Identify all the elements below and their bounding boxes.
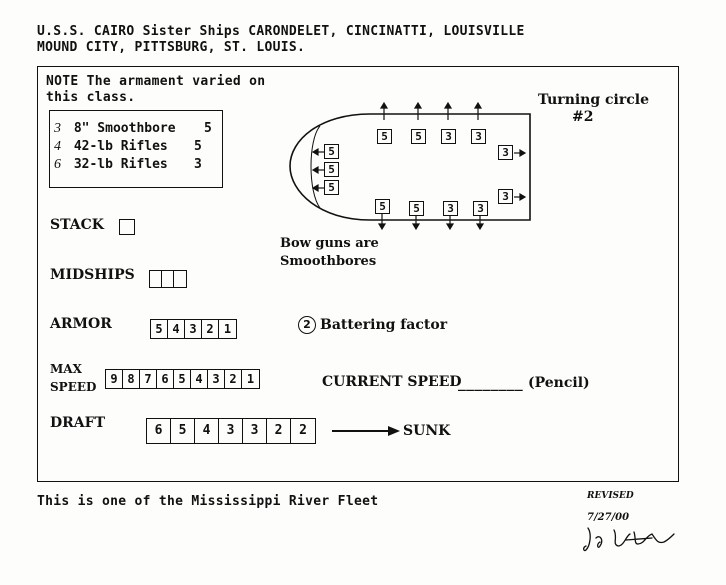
speed-cell: 8 <box>123 370 140 388</box>
armament-count: 6 <box>54 157 61 172</box>
draft-cell: 2 <box>299 423 307 438</box>
current-speed-label: CURRENT SPEED <box>322 374 462 390</box>
armament-value: 3 <box>194 157 202 172</box>
armament-row <box>54 139 202 155</box>
gun-arrow <box>520 150 525 156</box>
midships-cell <box>174 271 186 287</box>
battering-factor-value: 2 <box>298 316 316 334</box>
midships-cell <box>162 271 174 287</box>
speed-cell: 1 <box>246 372 255 386</box>
armor-cell: 4 <box>168 320 185 338</box>
gun-arrow <box>445 103 451 108</box>
gun-top: 3 <box>471 129 486 144</box>
armor-label: ARMOR <box>50 316 112 332</box>
armor-track <box>150 319 237 339</box>
draft-cell: 3 <box>243 419 267 443</box>
draft-cell: 6 <box>147 419 171 443</box>
draft-track <box>146 418 316 444</box>
gun-stern: 3 <box>498 145 513 160</box>
armor-cell: 5 <box>151 320 168 338</box>
gun-bow: 5 <box>324 180 339 195</box>
armament-name: 42-lb Rifles <box>73 139 168 154</box>
armament-count: 4 <box>54 139 61 154</box>
signature <box>582 524 677 554</box>
header-line-1: U.S.S. CAIRO Sister Ships CARONDELET, CINCINATTI, LOUISVILLE <box>37 24 525 39</box>
max-speed-track <box>105 369 260 389</box>
speed-cell: 4 <box>191 370 208 388</box>
armor-cell: 1 <box>223 322 232 336</box>
armament-box <box>49 110 223 188</box>
bow-note-line-1: Bow guns are <box>280 236 379 251</box>
max-speed-label-1: MAX <box>50 362 82 376</box>
armament-value: 5 <box>204 121 212 136</box>
armament-name: 8" Smoothbore <box>73 121 176 136</box>
speed-cell: 3 <box>208 370 225 388</box>
gun-top: 5 <box>377 129 392 144</box>
midships-boxes <box>149 270 187 288</box>
gun-arrow <box>313 167 318 173</box>
armament-value: 5 <box>194 139 202 154</box>
speed-cell: 7 <box>140 370 157 388</box>
gun-arrow <box>381 103 387 108</box>
speed-cell: 5 <box>174 370 191 388</box>
turning-circle-value: #2 <box>572 109 594 125</box>
gun-arrow <box>415 103 421 108</box>
gun-bow: 5 <box>324 162 339 177</box>
bow-line <box>311 126 320 208</box>
gun-bottom: 5 <box>375 199 390 214</box>
draft-result: SUNK <box>403 423 451 439</box>
revised-date: 7/27/00 <box>587 512 630 523</box>
current-speed-note: (Pencil) <box>528 375 590 391</box>
battering-factor-label: Battering factor <box>320 317 448 333</box>
turning-circle-label: Turning circle <box>538 92 649 108</box>
gun-top: 3 <box>441 129 456 144</box>
draft-cell: 3 <box>219 419 243 443</box>
gun-stern: 3 <box>498 189 513 204</box>
gun-arrow <box>413 224 419 229</box>
speed-cell: 9 <box>106 370 123 388</box>
draft-cell: 5 <box>171 419 195 443</box>
midships-cell <box>150 271 162 287</box>
max-speed-label-2: SPEED <box>50 380 97 394</box>
gun-arrow <box>477 224 483 229</box>
gun-arrow <box>520 194 525 200</box>
note-line-1: NOTE The armament varied on <box>46 74 266 89</box>
draft-label: DRAFT <box>50 415 105 431</box>
stack-label: STACK <box>50 217 104 233</box>
armament-count: 3 <box>54 121 61 136</box>
speed-cell: 2 <box>225 370 242 388</box>
armor-cell: 2 <box>202 320 219 338</box>
header-line-2: MOUND CITY, PITTSBURG, ST. LOUIS. <box>37 40 306 55</box>
ship-diagram <box>280 100 540 240</box>
gun-bottom: 3 <box>473 201 488 216</box>
stack-box <box>119 219 135 235</box>
gun-arrow <box>475 103 481 108</box>
armament-row <box>54 157 202 173</box>
revised-label: REVISED <box>587 491 634 501</box>
gun-bottom: 3 <box>443 201 458 216</box>
bow-note-line-2: Smoothbores <box>280 254 377 269</box>
current-speed-blank: ________ <box>458 377 524 392</box>
footer-note: This is one of the Mississippi River Fleet <box>37 494 379 509</box>
gun-arrow <box>379 224 385 229</box>
gun-bottom: 5 <box>409 201 424 216</box>
gun-bow: 5 <box>324 144 339 159</box>
gun-top: 5 <box>411 129 426 144</box>
armament-row <box>54 121 212 137</box>
draft-cell: 4 <box>195 419 219 443</box>
gun-arrow <box>313 185 318 191</box>
note-line-2: this class. <box>46 90 136 105</box>
armament-name: 32-lb Rifles <box>73 157 168 172</box>
armor-cell: 3 <box>185 320 202 338</box>
draft-arrow-icon <box>332 424 402 438</box>
midships-label: MIDSHIPS <box>50 267 135 283</box>
speed-cell: 6 <box>157 370 174 388</box>
draft-cell: 2 <box>267 419 291 443</box>
gun-arrow <box>313 149 318 155</box>
gun-arrow <box>447 224 453 229</box>
